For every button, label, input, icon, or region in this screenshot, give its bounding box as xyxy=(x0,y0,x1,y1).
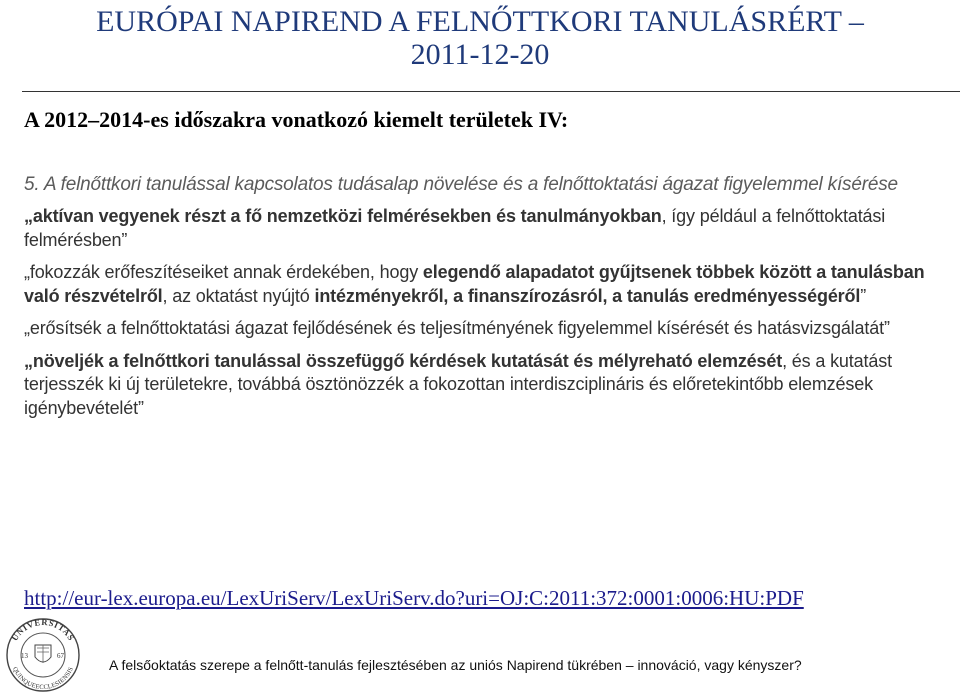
svg-text:QUINQUEECCLESIENSIS xyxy=(11,666,75,691)
quote-paragraph-3: „erősítsék a felnőttoktatási ágazat fejlődésének és teljesítményének figyelemmel kísérését és hatásvizsgálatát” xyxy=(24,318,890,338)
university-seal-icon xyxy=(4,617,82,693)
quote-4-text: , és a kutatást terjesszék ki új területekre, továbbá ösztönözzék a fokozottan interdiszciplináris és előretekintőbb elemzések igénybevételét” xyxy=(24,350,892,418)
seal-bottom-text: QUINQUEECCLESIENSIS xyxy=(11,665,75,692)
footer-text: A felsőoktatás szerepe a felnőtt-tanulás fejlesztésében az uniós Napirend tükrében – innováció, vagy kényszer? xyxy=(109,657,802,673)
quote-1-bold: „aktívan vegyenek részt a fő nemzetközi felmérésekben és tanulmányokban xyxy=(24,206,662,226)
subtitle: 5. A felnőttkori tanulással kapcsolatos tudásalap növelése és a felnőttoktatási ágazat figyelemmel kísérése xyxy=(24,174,898,195)
quote-2-text-a: „fokozzák erőfeszítéseiket annak érdekében, hogy xyxy=(24,262,423,282)
seal-top-text: UNIVERSITAS xyxy=(9,617,77,643)
quote-2-text-b: , az oktatást nyújtó xyxy=(162,285,315,306)
quote-4-bold: „növeljék a felnőttkori tanulással összefüggő kérdések kutatását és mélyreható elemzését xyxy=(24,350,783,371)
quote-paragraph-1 xyxy=(24,205,956,252)
eur-lex-source-link[interactable]: http://eur-lex.europa.eu/LexUriServ/LexUriServ.do?uri=OJ:C:2011:372:0001:0006:HU:PDF xyxy=(24,586,804,610)
quote-2-bold-b: intézményekről, a finanszírozásról, a tanulás eredményességéről xyxy=(314,285,861,306)
seal-year-left: 13 xyxy=(21,652,28,660)
page-title-date: 2011-12-20 xyxy=(410,38,550,71)
quote-paragraph-4 xyxy=(24,350,956,421)
section-heading: A 2012–2014-es időszakra vonatkozó kiemelt területek IV: xyxy=(24,107,569,132)
quote-paragraph-2 xyxy=(24,261,956,308)
svg-text:UNIVERSITAS xyxy=(9,617,76,643)
quote-1-text: , így például a felnőttoktatási felmérésben” xyxy=(24,206,886,250)
quote-2-bold-a: elegendő alapadatot gyűjtsenek többek között a tanulásban való részvételről xyxy=(24,262,925,306)
slide-body xyxy=(24,173,956,420)
page-title-line-1: EURÓPAI NAPIREND A FELNŐTTKORI TANULÁSRÉRT – xyxy=(96,5,864,38)
title-divider xyxy=(22,91,960,92)
seal-year-right: 67 xyxy=(57,652,64,660)
quote-2-text-c: ” xyxy=(860,285,867,306)
